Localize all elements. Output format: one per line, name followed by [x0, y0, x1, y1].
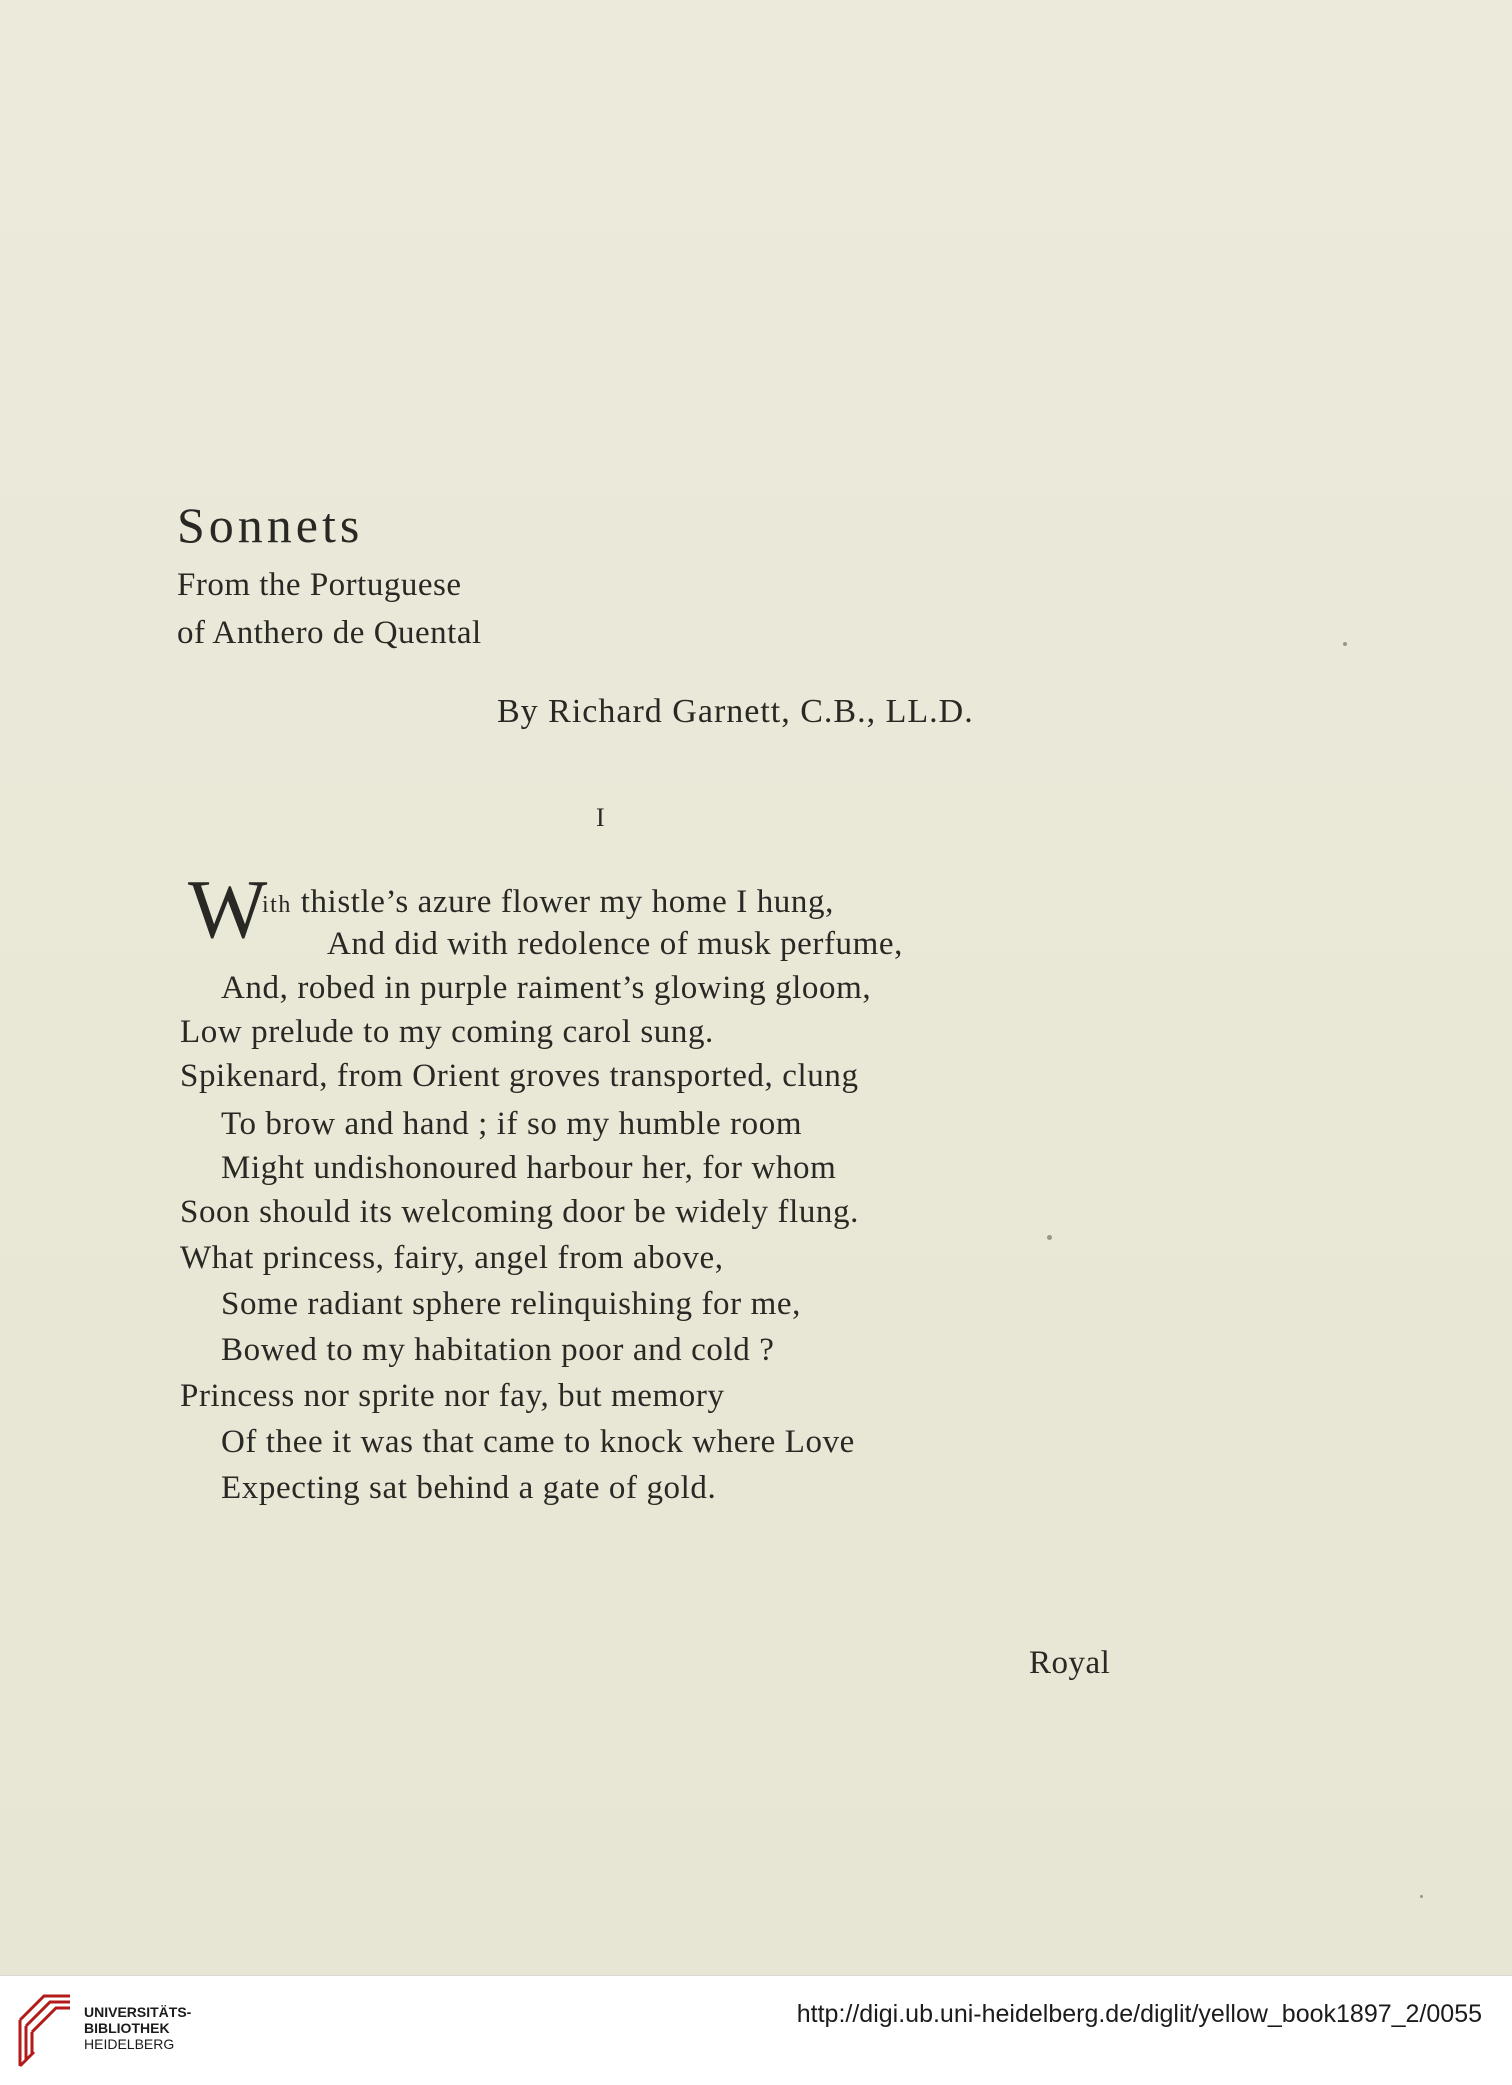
- library-name-line-2: BIBLIOTHEK: [84, 2020, 170, 2036]
- drop-cap: W: [188, 863, 268, 956]
- subtitle-line-1: From the Portuguese: [177, 567, 462, 603]
- paper-speck: [1420, 1895, 1423, 1898]
- poem-line-11: Bowed to my habitation poor and cold ?: [221, 1332, 775, 1368]
- poem-line-1: [262, 884, 834, 921]
- paper-speck: [1047, 1235, 1052, 1240]
- library-name-line-3: HEIDELBERG: [84, 2036, 175, 2052]
- poem-line-5: Spikenard, from Orient groves transported, clung: [180, 1058, 859, 1094]
- sonnet-number: I: [596, 803, 607, 832]
- poem-line-2: And did with redolence of musk perfume,: [327, 926, 904, 962]
- poem-line-7: Might undishonoured harbour her, for whom: [221, 1150, 837, 1186]
- first-line-rest: thistle’s azure flower my home I hung,: [291, 884, 834, 920]
- paper-speck: [1343, 642, 1347, 646]
- library-logo-icon: [14, 1990, 76, 2072]
- catchword: Royal: [1029, 1645, 1111, 1681]
- poem-line-6: To brow and hand ; if so my humble room: [221, 1106, 803, 1142]
- poem-line-13: Of thee it was that came to knock where Love: [221, 1424, 855, 1460]
- page-title: Sonnets: [177, 497, 364, 553]
- poem-line-10: Some radiant sphere relinquishing for me,: [221, 1286, 801, 1322]
- poem-line-8: Soon should its welcoming door be widely flung.: [180, 1194, 859, 1230]
- first-word-smallcaps: ith: [262, 892, 292, 918]
- poem-line-12: Princess nor sprite nor fay, but memory: [180, 1378, 725, 1414]
- author-byline: By Richard Garnett, C.B., LL.D.: [497, 693, 974, 730]
- digitization-footer: [0, 1975, 1512, 2085]
- library-name-line-1: UNIVERSITÄTS-: [84, 2004, 192, 2020]
- source-url-link[interactable]: http://digi.ub.uni-heidelberg.de/diglit/yellow_book1897_2/0055: [796, 2000, 1482, 2028]
- poem-line-3: And, robed in purple raiment’s glowing gloom,: [221, 970, 872, 1006]
- poem-line-9: What princess, fairy, angel from above,: [180, 1240, 724, 1276]
- poem-line-4: Low prelude to my coming carol sung.: [180, 1014, 714, 1050]
- poem-line-14: Expecting sat behind a gate of gold.: [221, 1470, 717, 1506]
- subtitle-line-2: of Anthero de Quental: [177, 615, 482, 651]
